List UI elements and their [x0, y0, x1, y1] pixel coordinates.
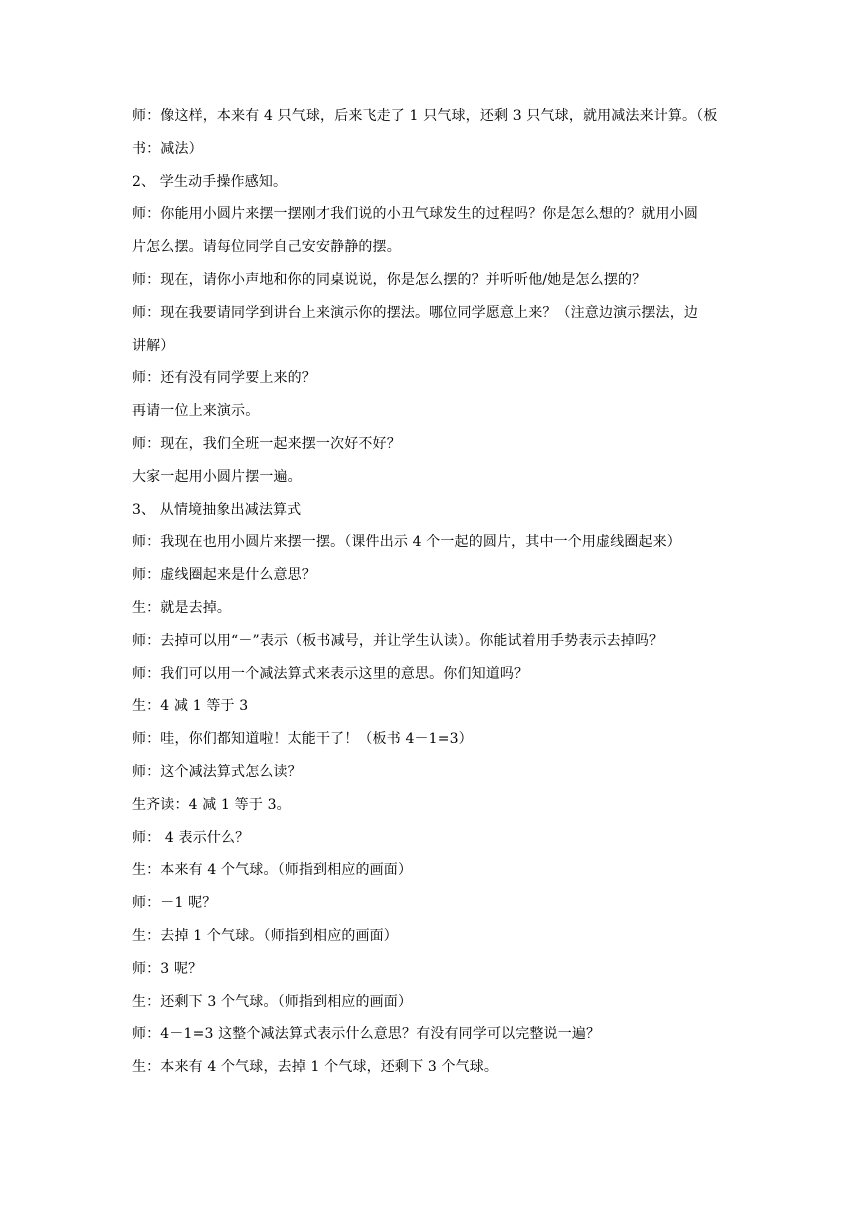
paragraph-line: 片怎么摆。请每位同学自己安安静静的摆。	[132, 239, 401, 256]
paragraph-line: 生：就是去掉。	[132, 599, 232, 616]
paragraph-line: 师：现在我要请同学到讲台上来演示你的摆法。哪位同学愿意上来？（注意边演示摆法，边	[132, 304, 698, 321]
document-body	[132, 106, 738, 1090]
paragraph-line: 生齐读：4 减 1 等于 3。	[132, 796, 291, 813]
paragraph-line: 生：4 减 1 等于 3	[132, 698, 249, 715]
paragraph-line: 讲解）	[132, 337, 175, 354]
paragraph-line: 师：去掉可以用“－”表示（板书减号，并让学生认读）。你能试着用手势表示去掉吗？	[132, 632, 664, 649]
paragraph-line: 师：哇，你们都知道啦！太能干了！（板书 4－1=3）	[132, 731, 473, 748]
paragraph-line: 师： 4 表示什么？	[132, 829, 250, 846]
paragraph-line: 师：虚线圈起来是什么意思？	[132, 567, 316, 584]
paragraph-line: 师：现在，请你小声地和你的同桌说说，你是怎么摆的？并听听他/她是怎么摆的？	[132, 271, 647, 288]
paragraph-line: 师：4－1=3 这整个减法算式表示什么意思？有没有同学可以完整说一遍？	[132, 1026, 601, 1043]
paragraph-line: 生：还剩下 3 个气球。（师指到相应的画面）	[132, 993, 413, 1010]
paragraph-line: 师：这个减法算式怎么读？	[132, 763, 302, 780]
paragraph-line: 书：减法）	[132, 140, 203, 157]
paragraph-line: 师：你能用小圆片来摆一摆刚才我们说的小丑气球发生的过程吗？你是怎么想的？就用小圆	[132, 206, 698, 223]
paragraph-line: 师：我现在也用小圆片来摆一摆。（课件出示 4 个一起的圆片，其中一个用虚线圈起来）	[132, 534, 681, 551]
paragraph-line: 师：我们可以用一个减法算式来表示这里的意思。你们知道吗？	[132, 665, 529, 682]
paragraph-line: 师：像这样，本来有 4 只气球，后来飞走了 1 只气球，还剩 3 只气球，就用减法来计算。（板	[132, 108, 718, 124]
paragraph-line: 生：去掉 1 个气球。（师指到相应的画面）	[132, 927, 398, 944]
paragraph-line: 师：3 呢？	[132, 960, 203, 977]
paragraph-line: 生：本来有 4 个气球，去掉 1 个气球，还剩下 3 个气球。	[132, 1059, 499, 1076]
paragraph-line: 师：－1 呢？	[132, 895, 217, 912]
paragraph-line: 再请一位上来演示。	[132, 403, 260, 420]
paragraph-line: 师：还有没有同学要上来的？	[132, 370, 316, 387]
paragraph-line: 师：现在，我们全班一起来摆一次好不好？	[132, 435, 401, 452]
paragraph-line: 大家一起用小圆片摆一遍。	[132, 468, 302, 485]
paragraph-line: 生：本来有 4 个气球。（师指到相应的画面）	[132, 862, 413, 879]
section-heading: 3、 从情境抽象出减法算式	[132, 501, 302, 518]
section-heading: 2、 学生动手操作感知。	[132, 173, 288, 190]
